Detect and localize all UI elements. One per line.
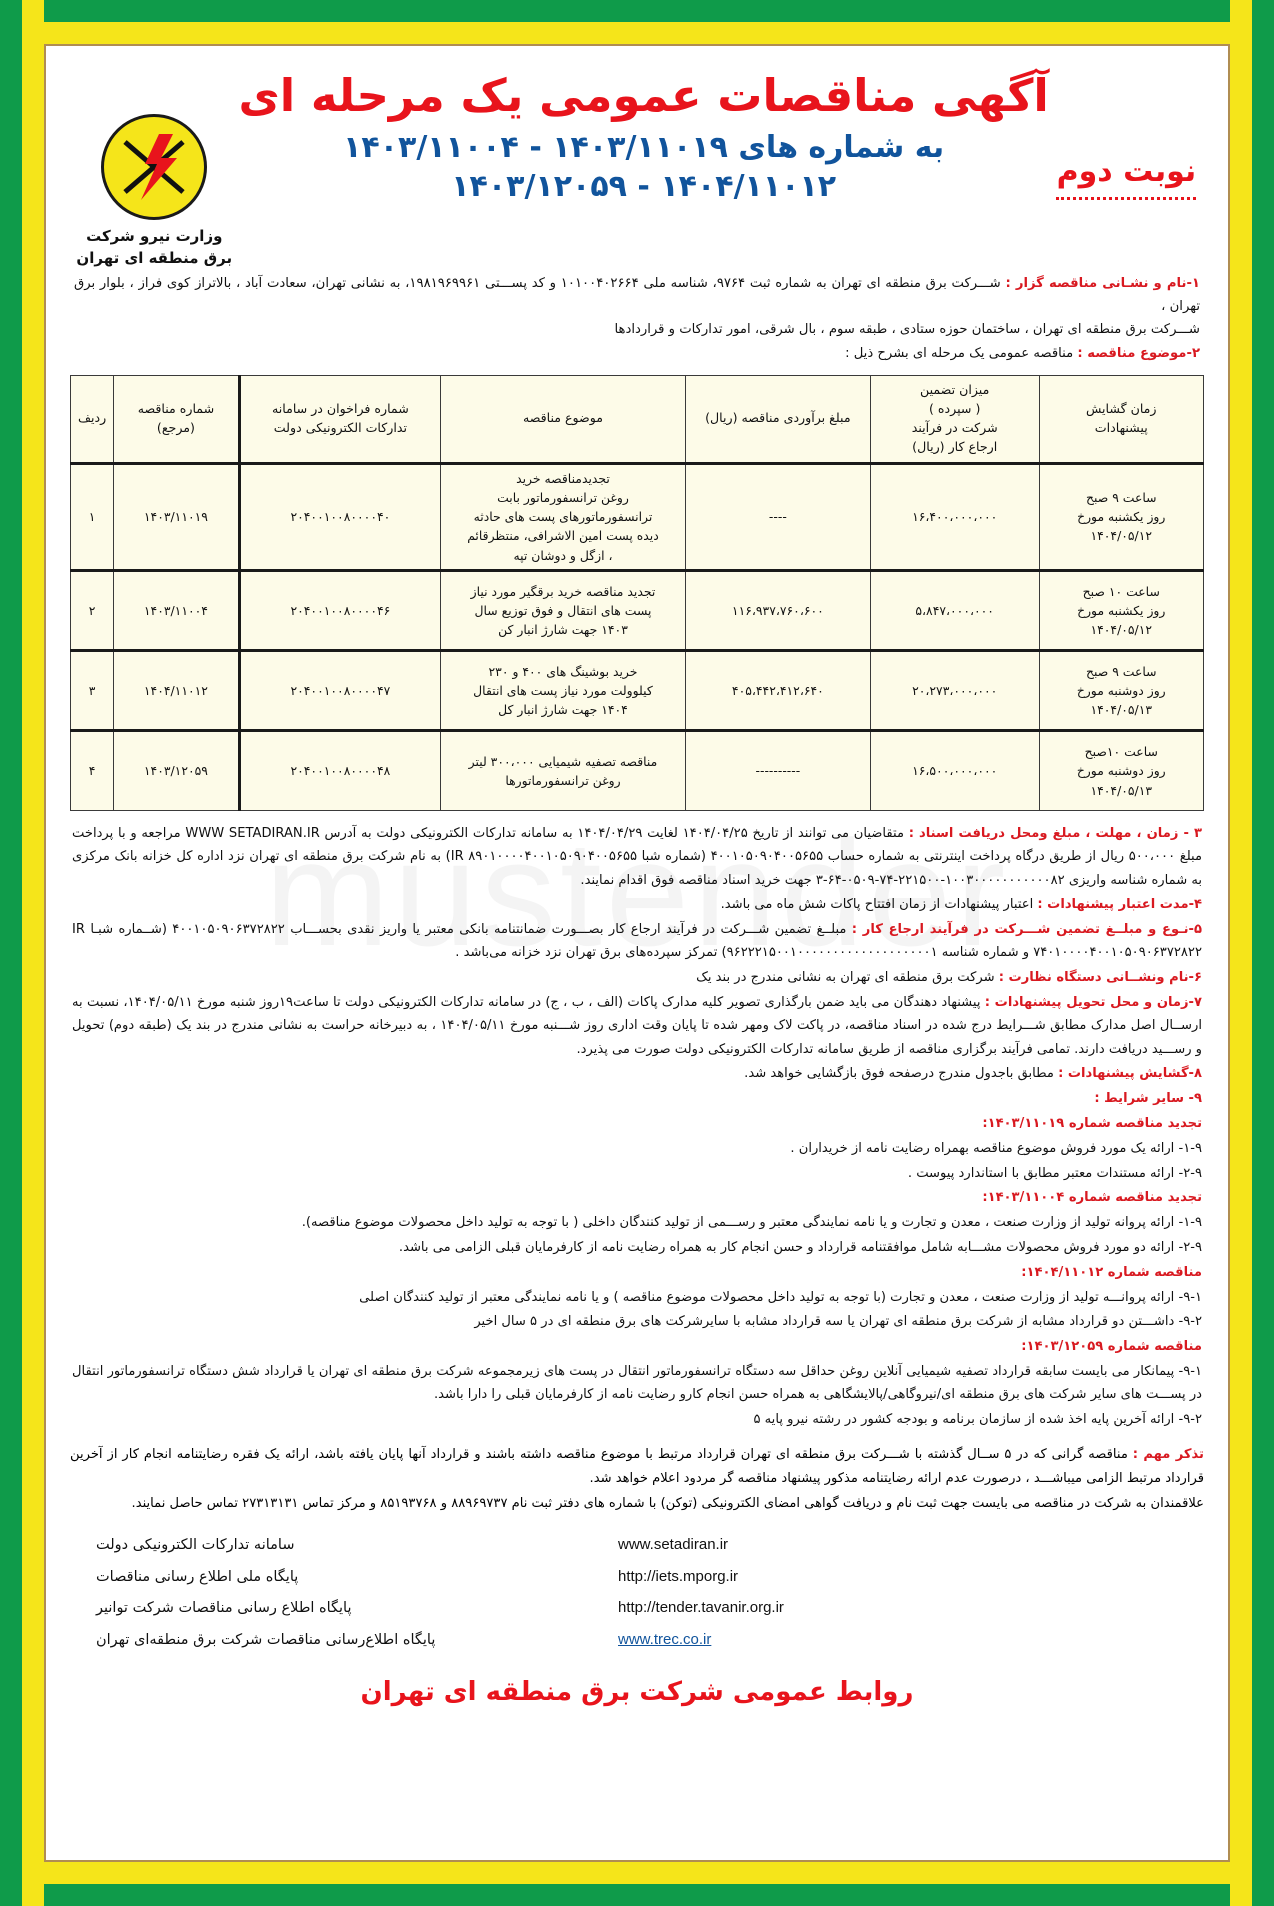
cell-call-number: ۲۰۴۰۰۱۰۰۸۰۰۰۰۴۶ [239,570,441,650]
intro-item-2-text: مناقصه عمومی یک مرحله ای بشرح ذیل : [845,346,1078,362]
section-8-label: ۸-گشایش پیشنهادات : [1058,1066,1202,1082]
cell-estimate: ۴۰۵،۴۴۲،۴۱۲،۶۴۰ [685,650,870,730]
th-estimate: مبلغ برآوردی مناقصه (ریال) [685,375,870,463]
section-8-text: مطابق باجدول مندرج درصفحه فوق بازگشایی خواهد شد. [744,1066,1059,1082]
section-3-label: ۳ - زمان ، مهلت ، مبلغ ومحل دریافت اسناد : [908,825,1202,841]
group-1-item-0: ۱-۹- ارائه پروانه تولید از وزارت صنعت ، معدن و تجارت و یا نامه نمایندگی معتبر و رســـمی از تولید کنندگان داخلی ( با توجه به تولید داخل محصولات موضوع مناقصه). [301,1215,1202,1231]
group-2-item-1: ۹-۲- داشـــتن دو قرارداد مشابه از شرکت برق منطقه ای تهران یا سه قرارداد مشابه با سایرشرکت های برق منطقه ای در ۵ سال اخیر [474,1314,1202,1330]
section-6 [72,966,1202,989]
group-0-item-1: ۲-۹- ارائه مستندات معتبر مطابق با استاندارد پیوست . [907,1165,1202,1181]
border-green-left [0,0,22,1906]
link-url-setadiran[interactable]: www.setadiran.ir [618,1536,729,1554]
intro-item-1 [74,273,1200,318]
link-label-setadiran: سامانه تدارکات الکترونیکی دولت [96,1537,295,1554]
document-content [52,50,1222,1856]
cell-tender-number: ۱۴۰۴/۱۱۰۱۲ [114,650,239,730]
group-3-item-1: ۹-۲- ارائه آخرین پایه اخذ شده از سازمان برنامه و بودجه کشور در رشته نیرو پایه ۵ [753,1412,1202,1428]
logo-caption-line1: وزارت نیرو شرکت [86,227,223,245]
electricity-ministry-logo-icon [101,114,207,220]
note-label: تذکر مهم : [1132,1447,1204,1463]
cell-estimate: ---------- [685,730,870,810]
cell-opening: ساعت ۹ صبح روز دوشنبه مورخ ۱۴۰۴/۰۵/۱۳ [1039,650,1204,730]
link-row [96,1624,1178,1656]
cell-tender-number: ۱۴۰۳/۱۱۰۱۹ [114,463,239,570]
th-subject: موضوع مناقصه [441,375,686,463]
link-row [96,1529,1178,1561]
link-row [96,1592,1178,1624]
page-title: آگهی مناقصات عمومی یک مرحله ای [238,69,1049,122]
section-4 [72,893,1202,916]
table-row [71,463,1204,570]
tenders-table-head [71,375,1204,463]
link-url-iets[interactable]: http://iets.mporg.ir [618,1567,739,1585]
border-yellow-top [0,22,1274,44]
intro-item-2 [74,343,1200,366]
th-opening: زمان گشایش پیشنهادات [1039,375,1204,463]
border-green-top [0,0,1274,22]
logo-caption-line2: برق منطقه ای تهران [76,248,233,267]
table-row [71,730,1204,810]
section-6-label: ۶-نام ونشــانی دستگاه نظارت : [998,970,1202,986]
cell-tender-number: ۱۴۰۳/۱۱۰۰۴ [114,570,239,650]
tender-numbers-subtitle [239,128,1049,206]
round-badge-rule [1056,197,1196,200]
tender-numbers-line1: به شماره های ۱۴۰۳/۱۱۰۱۹ - ۱۴۰۳/۱۱۰۰۴ [343,129,945,165]
section-8 [72,1062,1202,1085]
cell-opening: ساعت ۱۰صبح روز دوشنبه مورخ ۱۴۰۴/۰۵/۱۳ [1039,730,1204,810]
section-9-label: ۹- سایر شرایط : [1094,1091,1202,1107]
border-green-bottom [0,1884,1274,1906]
section-3 [72,822,1202,892]
cell-tender-number: ۱۴۰۳/۱۲۰۵۹ [114,730,239,810]
organization-logo-block [70,66,239,270]
logo-caption [70,226,239,270]
border-yellow-right [1230,0,1252,1906]
cell-call-number: ۲۰۴۰۰۱۰۰۸۰۰۰۰۴۸ [239,730,441,810]
round-badge-block [1049,66,1204,200]
round-badge: نوبت دوم [1056,154,1197,189]
table-header-row [71,375,1204,463]
section-5-label: ۵-نـوع و مبلــغ تضمین شـــرکت در فرآیند ارجاع کار : [851,922,1202,938]
cell-row-index: ۱ [71,463,114,570]
border-yellow-bottom [0,1862,1274,1884]
intro-section [70,273,1204,366]
cell-guarantee: ۱۶،۵۰۰،۰۰۰،۰۰۰ [870,730,1039,810]
tenders-table-body [71,463,1204,810]
th-row-index: ردیف [71,375,114,463]
border-yellow-left [22,0,44,1906]
section-4-label: ۴-مدت اعتبار پیشنهادات : [1037,897,1202,913]
group-2-title: مناقصه شماره ۱۴۰۴/۱۱۰۱۲: [1021,1264,1202,1280]
cell-row-index: ۲ [71,570,114,650]
tender-numbers-line2: ۱۴۰۴/۱۱۰۱۲ - ۱۴۰۳/۱۲۰۵۹ [451,168,837,204]
note-line-1 [70,1443,1204,1490]
cell-call-number: ۲۰۴۰۰۱۰۰۸۰۰۰۰۴۷ [239,650,441,730]
link-label-trec: پایگاه اطلاع‌رسانی مناقصات شرکت برق منطقه‌ای تهران [96,1631,436,1648]
cell-opening: ساعت ۱۰ صبح روز یکشنبه مورخ ۱۴۰۴/۰۵/۱۲ [1039,570,1204,650]
cell-row-index: ۴ [71,730,114,810]
intro-item-1-label: ۱-نام و نشـانی مناقصه گزار : [1005,276,1200,291]
section-3-text: متقاضیان می توانند از تاریخ ۱۴۰۴/۰۴/۲۵ لغایت ۱۴۰۴/۰۴/۲۹ به سامانه تدارکات الکترونیکی دولت به آدرس WWW SETADIRAN.IR مراجعه و با پرداخت مبلغ ۵۰۰،۰۰۰ ریال از طریق درگاه پرداخت اینترنتی به شماره حساب ۴۰۰۱۰۵۰۹۰۴۰۰۵۶۵۵ (شماره شبا IR ۸۹۰۱۰۰۰۰۴۰۰۱۰۵۰۹۰۴۰۰۵۶۵۵) به نام شرکت برق منطقه ای تهران نزد اداره کل خزانه بانک مرکزی به شماره شناسه واریزی ۱۰۰۳۰۰۰۰۰۰۰۰۰۰۰۸۲-۲۲۱۵۰۰-۷۴-۰۵۰۹-۶۴-۳ جهت خرید اسناد مناقصه فوق اقدام نمایند. [72,825,1202,888]
note-text: مناقصه گرانی که در ۵ ســال گذشته با شـــرکت برق منطقه ای تهران قرارداد مرتبط با موضوع مناقصه داشته باشند و قرارداد آنها پایان یافته باشد، ارائه یک فقره رضایتنامه انجام کار از آخرین قرارداد مرتبط الزامی میباشـــد ، درصورت عدم ارائه رضایتنامه مذکور پیشنهاد مناقصه گر مردود اعلام خواهد شد. [70,1447,1204,1486]
table-row [71,570,1204,650]
border-green-right [1252,0,1274,1906]
intro-item-1-text: شـــركت برق منطقه ای تهران به شماره ثبت ۹۷۶۴، شناسه ملی ۱۰۱۰۰۴۰۲۶۶۴ و کد پســـتی ۱۹۸۱۹۶۹۹۶۱، به نشانی تهران، سعادت آباد ، بالاتراز کوی فراز ، بلوار برق تهران ، [74,276,1200,314]
section-7 [72,991,1202,1061]
section-5 [72,918,1202,965]
group-0-title: تجدید مناقصه شماره ۱۴۰۳/۱۱۰۱۹: [982,1115,1202,1131]
cell-guarantee: ۲۰،۲۷۳،۰۰۰،۰۰۰ [870,650,1039,730]
note-line-2: علاقمندان به شرکت در مناقصه می بایست جهت ثبت نام و دریافت گواهی امضای الکترونیکی (توکن) با شماره های دفتر ثبت نام ۸۸۹۶۹۷۳۷ و ۸۵۱۹۳۷۶۸ و مرکز تماس ۲۷۳۱۳۱۳۱ تماس حاصل نمایند. [131,1495,1204,1511]
cell-guarantee: ۵،۸۴۷،۰۰۰،۰۰۰ [870,570,1039,650]
th-guarantee: میزان تضمین ( سپرده ) شرکت در فرآیند ارجاع کار (ریال) [870,375,1039,463]
table-row [71,650,1204,730]
tenders-table [70,375,1204,811]
intro-item-2-label: ۲-موضوع مناقصه : [1077,346,1200,362]
links-section [70,1529,1204,1655]
cell-estimate: ---- [685,463,870,570]
cell-subject: تجدیدمناقصه خرید روغن ترانسفورماتور بابت ترانسفورماتورهای پست های حادثه دیده پست امین الاشرافی، منتظرقائم ، ازگل و دوشان تپه [441,463,686,570]
link-url-tavanir[interactable]: http://tender.tavanir.org.ir [618,1599,784,1617]
cell-opening: ساعت ۹ صبح روز یکشنبه مورخ ۱۴۰۴/۰۵/۱۲ [1039,463,1204,570]
group-1-item-1: ۲-۹- ارائه دو مورد فروش محصولات مشـــابه شامل موافقتنامه قرارداد و حسن انجام کار به همراه رضایت نامه از کارفرمایان قبلی الزامی می باشد. [398,1239,1202,1255]
title-block [239,66,1049,206]
group-3-title: مناقصه شماره ۱۴۰۳/۱۲۰۵۹: [1021,1339,1202,1355]
section-7-text: پیشنهاد دهندگان می باید ضمن بارگذاری تصویر کلیه مدارک پاکات (الف ، ب ، ج) در سامانه تدارکات الکترونیکی دولت تا ساعت۱۹روز شنبه مورخ ۱۴۰۴/۰۵/۱۱، نسبت به ارســال اصل مدارک مطابق شـــرایط درج شده در اسناد مناقصه، در پاکت لاک ومهر شده تا پایان وقت اداری روز شـــنبه مورخ ۱۴۰۴/۰۵/۱۱ ، به دبیرخانه حراست به نشانی مندرج در بند یک (طبقه دوم) تحویل و رســـید دریافت دارند. تمامی فرآیند برگزاری مناقصه از طریق سامانه تدارکات الکترونیکی دولت صورت می پذیرد. [72,994,1202,1057]
section-7-label: ۷-زمان و محل تحویل پیشنهادات : [984,994,1202,1010]
cell-subject: تجدید مناقصه خرید برقگیر مورد نیاز پست های انتقال و فوق توزیع سال ۱۴۰۳ جهت شارژ انبار کن [441,570,686,650]
cell-subject: خرید بوشینگ های ۴۰۰ و ۲۳۰ کیلوولت مورد نیاز پست های انتقال ۱۴۰۴ جهت شارژ انبار کل [441,650,686,730]
link-label-tavanir: پایگاه اطلاع رسانی مناقصات شرکت توانیر [96,1600,352,1617]
link-label-iets: پایگاه ملی اطلاع رسانی مناقصات [96,1568,299,1585]
link-row [96,1561,1178,1593]
cell-guarantee: ۱۶،۴۰۰،۰۰۰،۰۰۰ [870,463,1039,570]
document-header [70,58,1204,273]
section-4-text: اعتبار پیشنهادات از زمان افتتاح پاکات شش ماه می باشد. [720,897,1038,913]
group-0-item-0: ۱-۹- ارائه یک مورد فروش موضوع مناقصه بهمراه رضایت نامه از خریداران . [790,1140,1202,1156]
group-3-item-0: ۹-۱- پیمانکار می بایست سابقه قرارداد تصفیه شیمیایی آنلاین روغن حداقل سه دستگاه ترانسفورماتور انتقال در پست های زیرمجموعه شرکت برق منطقه ای تهران یا قرارداد شش دستگاه ترانسفورماتور انتقال در پســـت های سایر شرکت های برق منطقه ای/نیروگاهی/پالایشگاهی به همراه حسن انجام کارو رضایت نامه از کارفرمایان قبلی را دارا باشد. [72,1363,1202,1403]
important-note [70,1443,1204,1515]
section-5-text: مبلــغ تضمین شـــرکت در فرآیند ارجاع کار بصـــورت ضمانتنامه بانکی معتبر یا واریز نقدی بحســـاب ۴۰۰۱۰۵۰۹۰۶۳۷۲۸۲۲ (شــماره شبـا IR ۷۴۰۱۰۰۰۰۴۰۰۱۰۵۰۹۰۶۳۷۲۸۲۲ و شماره شناسه ۹۶۲۲۲۱۵۰۰۱۰۰۰۰۰۰۰۰۰۰۰۰۰۰۰۰۰۰۰۱) تمرکز سپرده‌های برق تهران نزد خزانه می‌باشد . [72,922,1202,961]
intro-item-1-line2: شـــرکت برق منطقه ای تهران ، ساختمان حوزه ستادی ، طبقه سوم ، بال شرقی، امور تدارکات و قراردادها [614,322,1200,338]
link-url-trec[interactable]: www.trec.co.ir [618,1630,712,1648]
group-1-title: تجدید مناقصه شماره ۱۴۰۳/۱۱۰۰۴: [982,1190,1202,1206]
cell-subject: مناقصه تصفیه شیمیایی ۳۰۰،۰۰۰ لیتر روغن ترانسفورماتورها [441,730,686,810]
th-tender-number: شماره مناقصه (مرجع) [114,375,239,463]
group-2-item-0: ۹-۱- ارائه پروانـــه تولید از وزارت صنعت ، معدن و تجارت (با توجه به تولید داخل محصولات موضوع مناقصه ) و یا نامه نمایندگی معتبر از تولید کنندگان اصلی [359,1289,1202,1305]
cell-row-index: ۳ [71,650,114,730]
signature-line: روابط عمومی شرکت برق منطقه ای تهران [360,1677,914,1708]
body-sections [70,822,1204,1431]
cell-estimate: ۱۱۶،۹۳۷،۷۶۰،۶۰۰ [685,570,870,650]
cell-call-number: ۲۰۴۰۰۱۰۰۸۰۰۰۰۴۰ [239,463,441,570]
section-6-text: شرکت برق منطقه ای تهران به نشانی مندرج در بند یک [696,970,999,986]
th-call-number: شماره فراخوان در سامانه تدارکات الکترونیکی دولت [239,375,441,463]
